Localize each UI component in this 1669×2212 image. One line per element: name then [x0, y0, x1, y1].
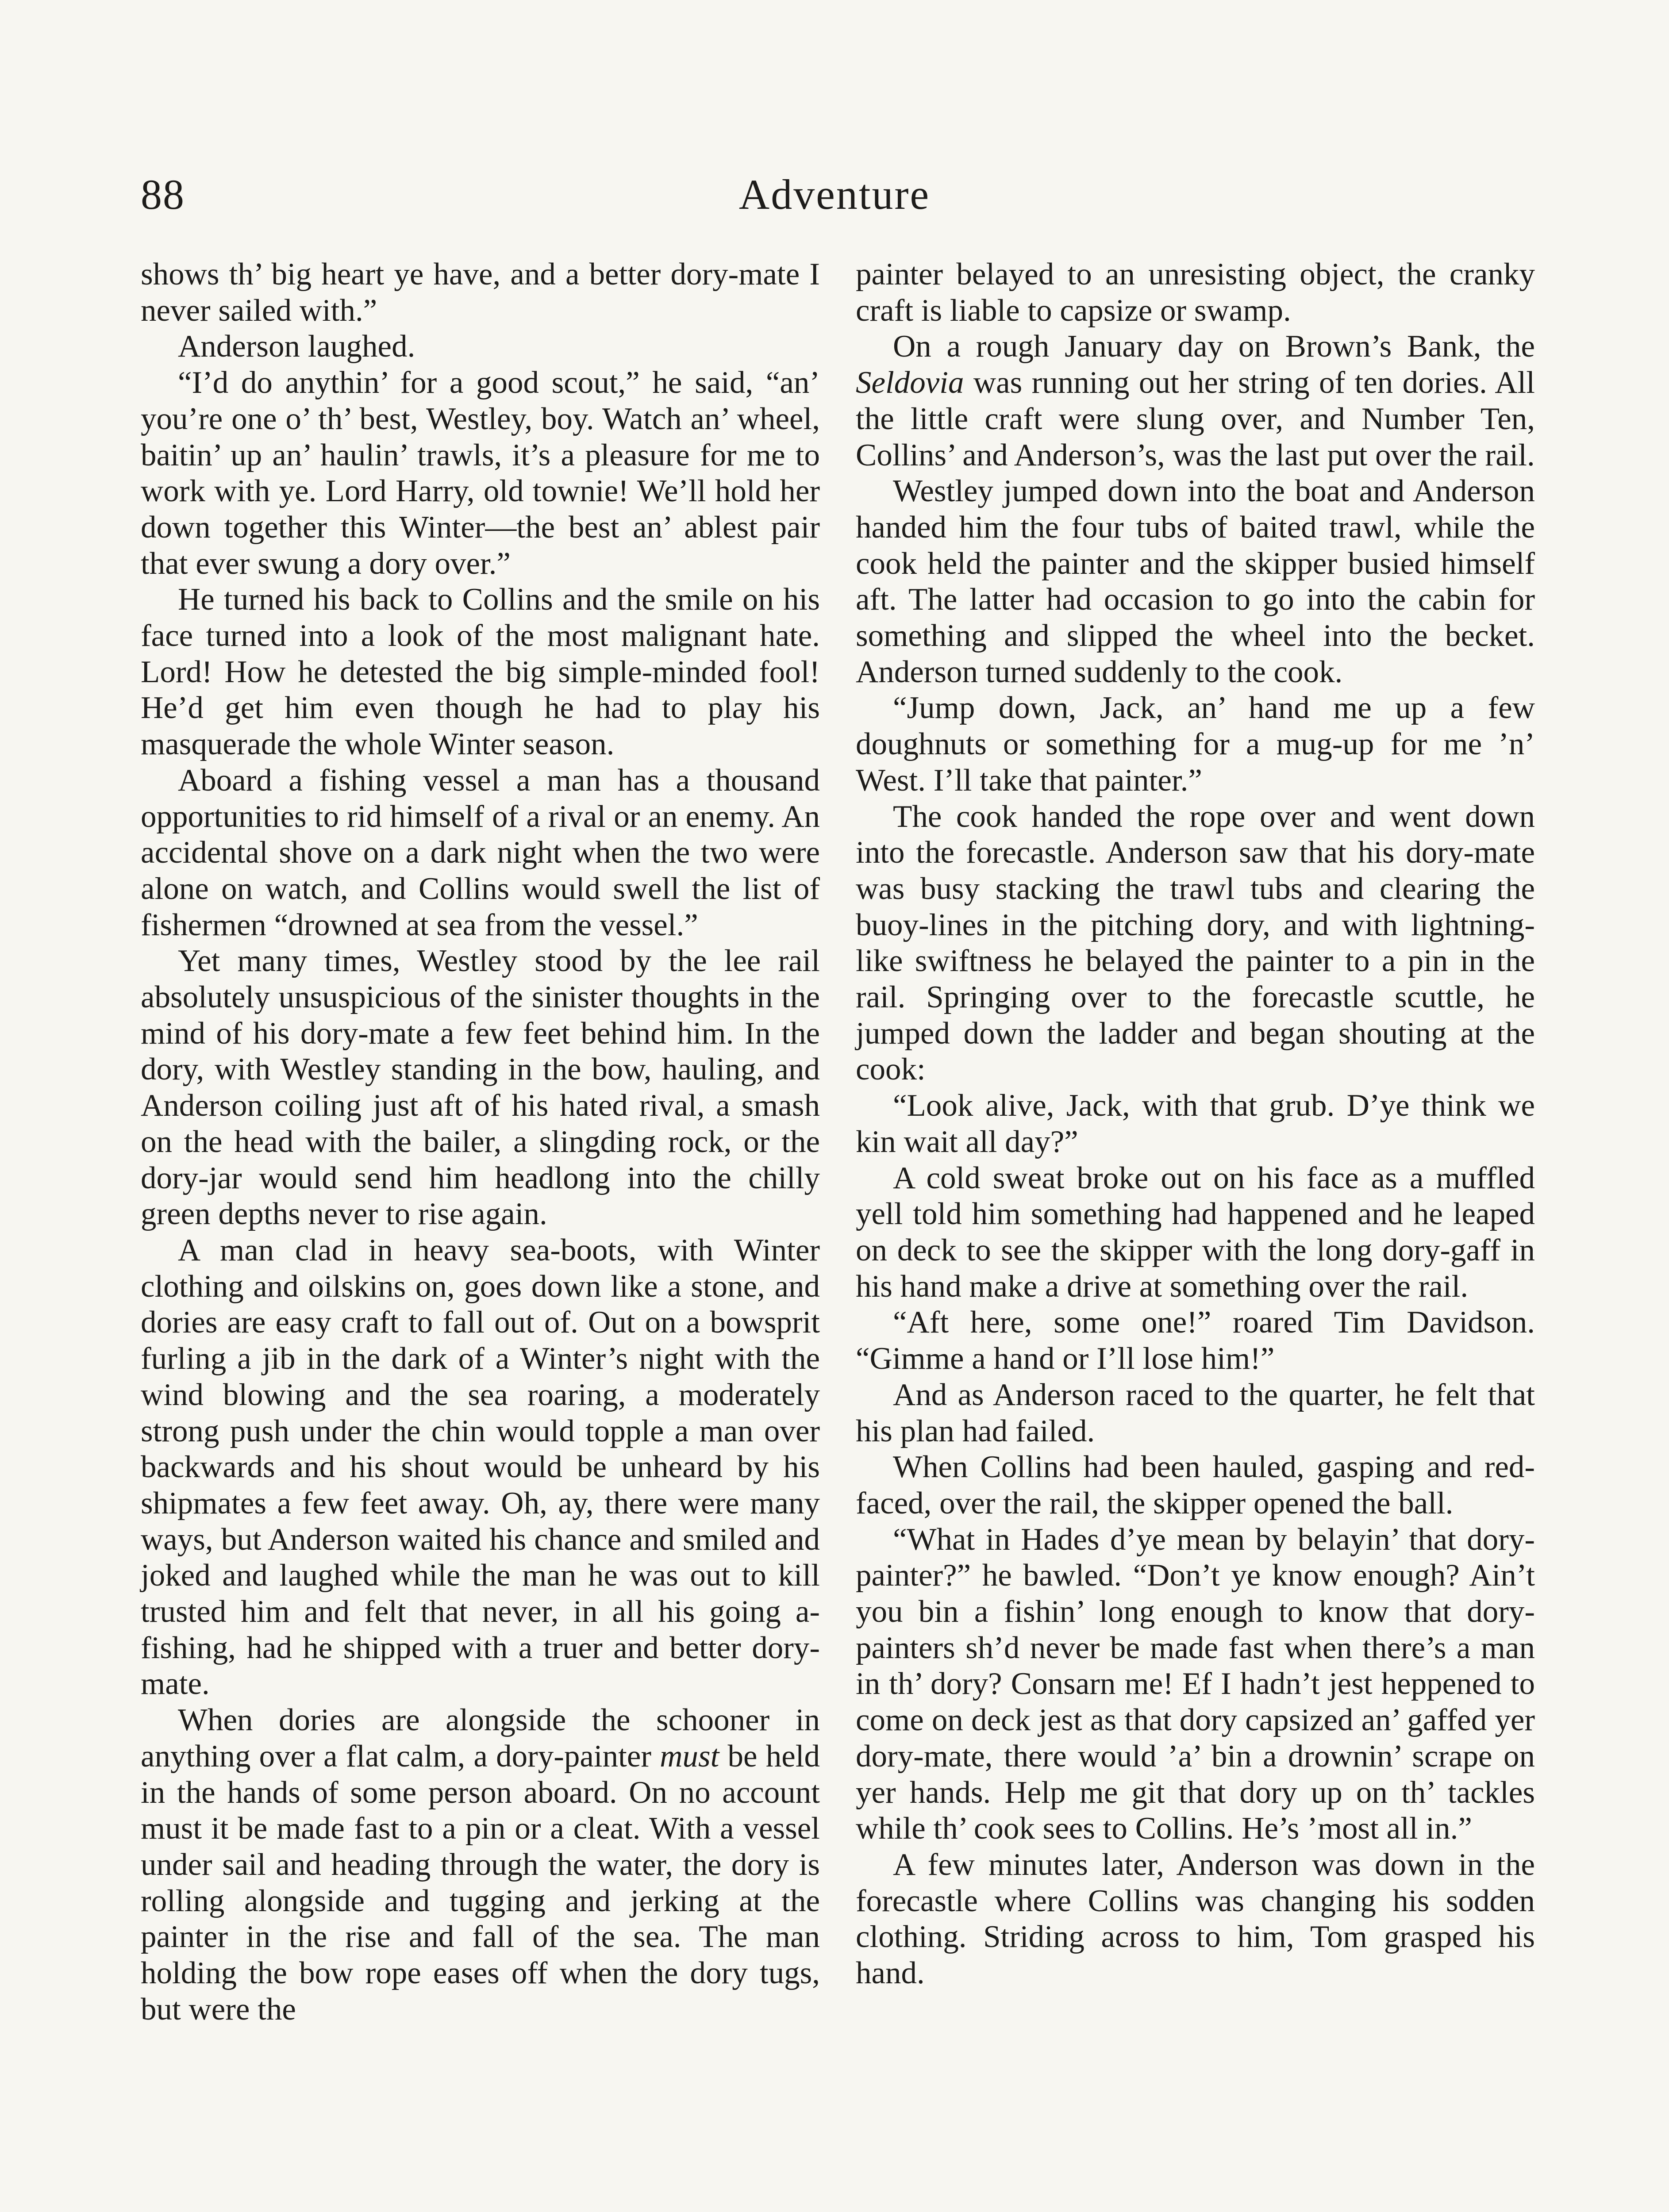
paragraph: A man clad in heavy sea-boots, with Winter clothing and oilskins on, goes down like a stone, and dories are easy craft to fall out of. Out on a bowsprit furling a jib in the dark of a Winter’s night with the wind blowing and the sea roaring, a moderately strong push under the chin would topple a man over backwards and his shout would be unheard by his shipmates a few feet away. Oh, ay, there were many ways, but Anderson waited his chance and smiled and joked and laughed while the man he was out to kill trusted him and felt that never, in all his going a-fishing, had he shipped with a truer and better dory-mate. — [141, 1233, 820, 1701]
paragraph: Aboard a fishing vessel a man has a thousand opportunities to rid himself of a rival or an enemy. An accidental shove on a dark night when the two were alone on watch, and Collins would swell the list of fishermen “drowned at sea from the vessel.” — [141, 763, 820, 942]
paragraph: Westley jumped down into the boat and Anderson handed him the four tubs of baited trawl, while the cook held the painter and the skipper busied himself aft. The latter had occasion to go into the cabin for something and slipped the wheel into the becket. Anderson turned suddenly to the cook. — [856, 474, 1535, 689]
paragraph: “Jump down, Jack, an’ hand me up a few doughnuts or something for a mug-up for me ’n’ West. I’ll take that painter.” — [856, 691, 1535, 798]
paragraph-text: be held in the hands of some person aboard. On no account must it be made fast to a pin or a cleat. With a vessel under sail and heading through the water, the dory is rolling alongside and tugging and jerking at the painter in the rise and fall of the sea. The man holding the bow rope eases off when the dory tugs, but were the — [141, 1739, 820, 2027]
paragraph: “Aft here, some one!” roared Tim Davidson. “Gimme a hand or I’ll lose him!” — [856, 1305, 1535, 1376]
paragraph: painter belayed to an unresisting object, the cranky craft is liable to capsize or swamp. — [856, 257, 1535, 328]
paragraph — [141, 1702, 820, 2028]
paragraph: “What in Hades d’ye mean by belayin’ that dory-painter?” he bawled. “Don’t ye know enough? Ain’t you bin a fishin’ long enough to know that dory-painters sh’d never be made fast when there’s a man in th’ dory? Consarn me! Ef I hadn’t jest heppened to come on deck jest as that dory capsized an’ gaffed yer dory-mate, there would ’a’ bin a drownin’ scrape on yer hands. Help me git that dory up on th’ tackles while th’ cook sees to Collins. He’s ’most all in.” — [856, 1522, 1535, 1846]
emphasis: must — [660, 1739, 719, 1774]
vessel-name: Seldovia — [856, 365, 964, 400]
paragraph: shows th’ big heart ye have, and a better dory-mate I never sailed with.” — [141, 257, 820, 328]
running-head — [141, 168, 1528, 230]
paragraph — [856, 329, 1535, 473]
paragraph-text: was running out her string of ten dories. All the little craft were slung over, and Number Ten, Collins’ and Anderson’s, was the last put over the rail. — [856, 365, 1535, 472]
paragraph: Yet many times, Westley stood by the lee rail absolutely unsuspicious of the sinister thoughts in the mind of his dory-mate a few feet behind him. In the dory, with Westley standing in the bow, hauling, and Anderson coiling just aft of his hated rival, a smash on the head with the bailer, a slingding rock, or the dory-jar would send him headlong into the chilly green depths never to rise again. — [141, 944, 820, 1232]
paragraph: “I’d do anythin’ for a good scout,” he said, “an’ you’re one o’ th’ best, Westley, boy. Watch an’ wheel, baitin’ up an’ haulin’ trawls, it’s a pleasure for me to work with ye. Lord Harry, old townie! We’ll hold her down together this Winter—the best an’ ablest pair that ever swung a dory over.” — [141, 365, 820, 581]
paragraph: When Collins had been hauled, gasping and red-faced, over the rail, the skipper opened the ball. — [856, 1450, 1535, 1521]
paragraph: And as Anderson raced to the quarter, he felt that his plan had failed. — [856, 1377, 1535, 1448]
paragraph: “Look alive, Jack, with that grub. D’ye think we kin wait all day?” — [856, 1088, 1535, 1159]
page-number: 88 — [141, 171, 185, 218]
paragraph-text: On a rough January day on Brown’s Bank, the — [893, 329, 1535, 364]
paragraph-text: When dories are alongside the schooner in anything over a flat calm, a dory-painter — [141, 1703, 820, 1774]
paragraph: He turned his back to Collins and the smile on his face turned into a look of the most malignant hate. Lord! How he detested the big simple-minded fool! He’d get him even though he had to play his masquerade the whole Winter season. — [141, 582, 820, 762]
left-column — [141, 257, 820, 2028]
paragraph: A cold sweat broke out on his face as a muffled yell told him something had happened and he leaped on deck to see the skipper with the long dory-gaff in his hand make a drive at something over the rail. — [856, 1160, 1535, 1304]
paragraph: The cook handed the rope over and went down into the forecastle. Anderson saw that his dory-mate was busy stacking the trawl tubs and clearing the buoy-lines in the pitching dory, and with lightning-like swiftness he belayed the painter to a pin in the rail. Springing over to the forecastle scuttle, he jumped down the ladder and began shouting at the cook: — [856, 799, 1535, 1087]
paragraph: A few minutes later, Anderson was down in the forecastle where Collins was changing his sodden clothing. Striding across to him, Tom grasped his hand. — [856, 1847, 1535, 1991]
magazine-title: Adventure — [738, 171, 931, 218]
right-column — [856, 257, 1535, 1992]
paragraph: Anderson laughed. — [178, 329, 415, 364]
